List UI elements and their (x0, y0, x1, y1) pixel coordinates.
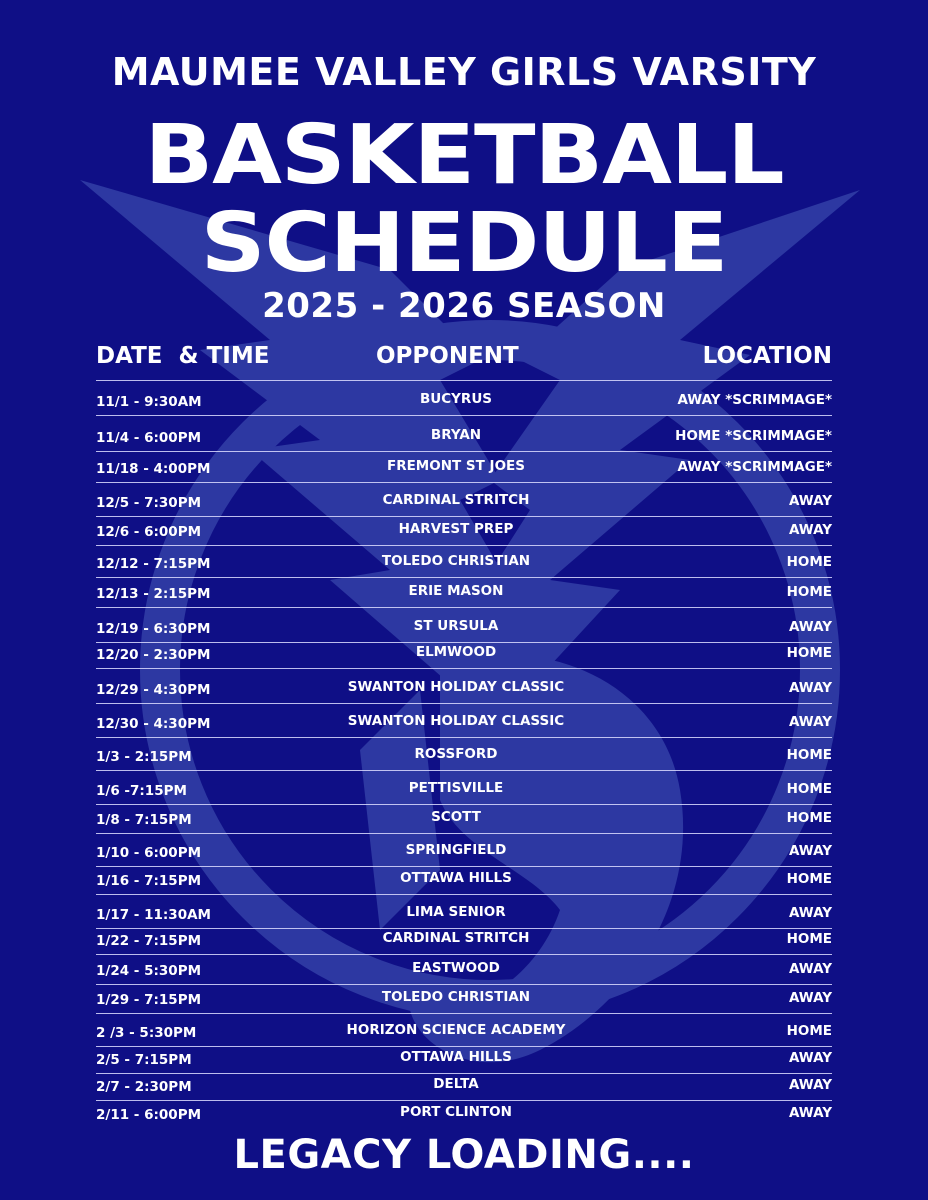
game-location: HOME (786, 747, 832, 763)
game-opponent: SWANTON HOLIDAY CLASSIC (347, 713, 565, 729)
season-label: 2025 - 2026 SEASON (262, 286, 666, 326)
game-opponent: ELMWOOD (415, 644, 497, 660)
game-location: AWAY *SCRIMMAGE* (677, 392, 832, 408)
schedule-row (96, 580, 832, 608)
game-location: HOME (786, 871, 832, 887)
schedule-row (96, 424, 832, 452)
row-divider (96, 894, 832, 895)
game-date-time: 1/3 - 2:15PM (96, 749, 192, 765)
game-location: AWAY (788, 843, 832, 859)
game-location: AWAY (788, 714, 832, 730)
game-opponent: LIMA SENIOR (406, 904, 506, 920)
game-location: AWAY (788, 990, 832, 1006)
game-opponent: HORIZON SCIENCE ACADEMY (346, 1022, 566, 1038)
schedule-row (96, 550, 832, 578)
game-date-time: 12/13 - 2:15PM (96, 586, 211, 602)
schedule-row (96, 455, 832, 483)
schedule-row (96, 518, 832, 546)
game-opponent: PETTISVILLE (408, 780, 504, 796)
game-opponent: DELTA (433, 1076, 479, 1092)
game-location: HOME (786, 810, 832, 826)
game-location: AWAY (788, 1077, 832, 1093)
game-opponent: SCOTT (431, 809, 481, 825)
schedule-row (96, 777, 832, 805)
row-divider (96, 954, 832, 955)
footer-slogan: LEGACY LOADING.... (233, 1132, 695, 1178)
header-divider (96, 380, 832, 381)
game-date-time: 1/8 - 7:15PM (96, 812, 192, 828)
game-opponent: EASTWOOD (412, 960, 500, 976)
game-opponent: OTTAWA HILLS (400, 870, 512, 886)
schedule-row (96, 676, 832, 704)
game-date-time: 1/24 - 5:30PM (96, 963, 202, 979)
game-opponent: ERIE MASON (408, 583, 504, 599)
game-date-time: 11/1 - 9:30AM (96, 394, 202, 410)
row-divider (96, 984, 832, 985)
game-date-time: 11/4 - 6:00PM (96, 430, 202, 446)
game-location: AWAY (788, 493, 832, 509)
game-opponent: SPRINGFIELD (405, 842, 507, 858)
row-divider (96, 482, 832, 483)
schedule-row (96, 1073, 832, 1101)
row-divider (96, 668, 832, 669)
game-location: AWAY (788, 619, 832, 635)
game-opponent: CARDINAL STRITCH (382, 492, 530, 508)
game-location: HOME (786, 645, 832, 661)
game-date-time: 12/29 - 4:30PM (96, 682, 211, 698)
header-date-time: DATE & TIME (96, 343, 270, 369)
game-date-time: 1/22 - 7:15PM (96, 933, 202, 949)
title-sport: BASKETBALL (144, 108, 784, 203)
game-date-time: 1/16 - 7:15PM (96, 873, 202, 889)
game-location: HOME (786, 781, 832, 797)
header-opponent: OPPONENT (376, 343, 519, 369)
game-location: HOME (786, 931, 832, 947)
game-date-time: 1/17 - 11:30AM (96, 907, 211, 923)
game-location: AWAY (788, 522, 832, 538)
schedule-row (96, 1046, 832, 1074)
game-opponent: FREMONT ST JOES (386, 458, 526, 474)
game-location: HOME (786, 554, 832, 570)
game-opponent: ROSSFORD (414, 746, 498, 762)
game-date-time: 12/12 - 7:15PM (96, 556, 211, 572)
game-location: AWAY (788, 905, 832, 921)
row-divider (96, 804, 832, 805)
game-date-time: 12/30 - 4:30PM (96, 716, 211, 732)
row-divider (96, 516, 832, 517)
game-date-time: 12/20 - 2:30PM (96, 647, 211, 663)
schedule-row (96, 806, 832, 834)
game-location: HOME *SCRIMMAGE* (675, 428, 832, 444)
schedule-row (96, 615, 832, 643)
schedule-row (96, 489, 832, 517)
game-location: AWAY (788, 961, 832, 977)
row-divider (96, 833, 832, 834)
game-date-time: 12/19 - 6:30PM (96, 621, 211, 637)
schedule-row (96, 957, 832, 985)
header-location: LOCATION (702, 343, 832, 369)
row-divider (96, 415, 832, 416)
row-divider (96, 577, 832, 578)
row-divider (96, 545, 832, 546)
game-opponent: BRYAN (430, 427, 482, 443)
schedule-row (96, 388, 832, 416)
game-location: AWAY (788, 680, 832, 696)
game-opponent: TOLEDO CHRISTIAN (381, 553, 531, 569)
game-opponent: TOLEDO CHRISTIAN (381, 989, 531, 1005)
game-location: AWAY *SCRIMMAGE* (677, 459, 832, 475)
game-opponent: HARVEST PREP (398, 521, 514, 537)
row-divider (96, 737, 832, 738)
row-divider (96, 607, 832, 608)
game-opponent: ST URSULA (413, 618, 499, 634)
game-date-time: 2 /3 - 5:30PM (96, 1025, 197, 1041)
schedule-row (96, 867, 832, 895)
schedule-row (96, 986, 832, 1014)
schedule-row (96, 743, 832, 771)
schedule-row (96, 839, 832, 867)
schedule-row (96, 1101, 832, 1129)
game-location: AWAY (788, 1050, 832, 1066)
game-date-time: 1/29 - 7:15PM (96, 992, 202, 1008)
game-date-time: 12/5 - 7:30PM (96, 495, 202, 511)
schedule-row (96, 1019, 832, 1047)
title-schedule: SCHEDULE (200, 196, 728, 291)
game-location: HOME (786, 1023, 832, 1039)
row-divider (96, 703, 832, 704)
schedule-row (96, 927, 832, 955)
game-date-time: 1/10 - 6:00PM (96, 845, 202, 861)
game-date-time: 1/6 -7:15PM (96, 783, 187, 799)
row-divider (96, 451, 832, 452)
game-opponent: CARDINAL STRITCH (382, 930, 530, 946)
game-opponent: OTTAWA HILLS (400, 1049, 512, 1065)
row-divider (96, 1013, 832, 1014)
schedule-row (96, 710, 832, 738)
schedule-row (96, 901, 832, 929)
game-date-time: 12/6 - 6:00PM (96, 524, 202, 540)
game-date-time: 2/5 - 7:15PM (96, 1052, 192, 1068)
game-date-time: 11/18 - 4:00PM (96, 461, 211, 477)
game-location: AWAY (788, 1105, 832, 1121)
game-opponent: SWANTON HOLIDAY CLASSIC (347, 679, 565, 695)
game-date-time: 2/11 - 6:00PM (96, 1107, 202, 1123)
schedule-row (96, 641, 832, 669)
row-divider (96, 770, 832, 771)
game-opponent: PORT CLINTON (400, 1104, 512, 1120)
title-school: MAUMEE VALLEY GIRLS VARSITY (111, 50, 817, 94)
game-opponent: BUCYRUS (419, 391, 492, 407)
game-date-time: 2/7 - 2:30PM (96, 1079, 192, 1095)
game-location: HOME (786, 584, 832, 600)
